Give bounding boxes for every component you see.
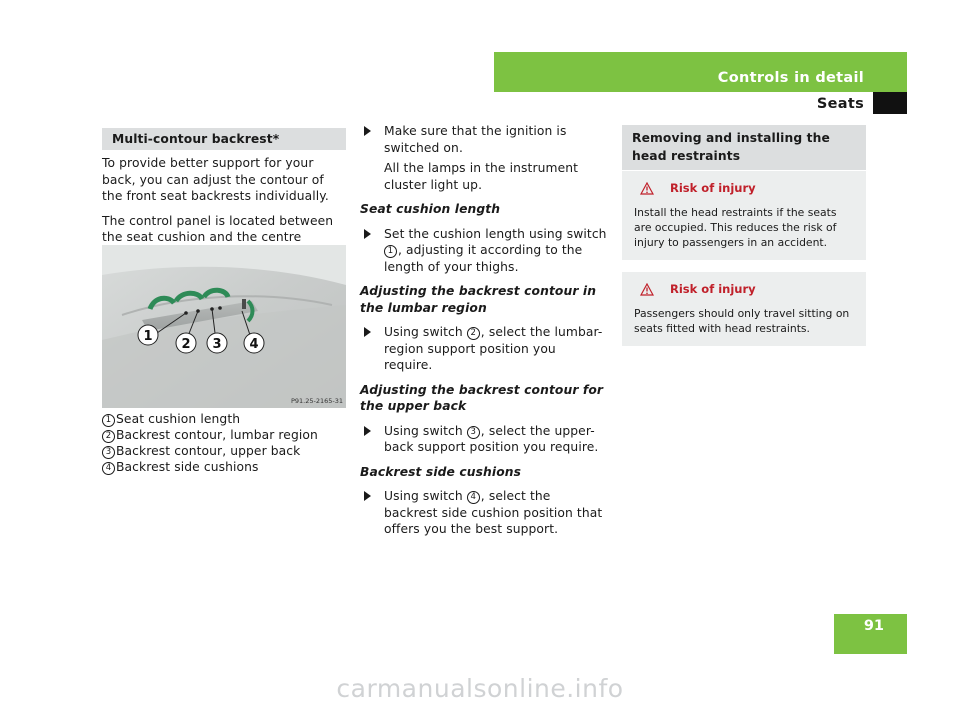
left-section-heading: Multi-contour backrest* bbox=[102, 128, 346, 150]
svg-text:1: 1 bbox=[143, 329, 153, 344]
subsection-title: Seats bbox=[816, 96, 864, 112]
bullet-arrow-icon bbox=[364, 126, 371, 136]
warning-text: Passengers should only travel sitting on seats fitted with head restraints. bbox=[634, 307, 850, 335]
right-section-heading: Removing and installing the head restraints bbox=[622, 125, 866, 170]
warning-title: Risk of injury bbox=[670, 181, 756, 195]
step-ignition-note: All the lamps in the instrument cluster light up. bbox=[384, 161, 579, 192]
heading-upper-back: Adjusting the backrest contour for the upper back bbox=[360, 382, 604, 413]
section-tab-marker bbox=[873, 92, 907, 114]
svg-text:3: 3 bbox=[212, 337, 222, 352]
photo-legend bbox=[102, 411, 346, 475]
legend-item: 1 Seat cushion length bbox=[102, 411, 346, 427]
svg-text:4: 4 bbox=[249, 337, 259, 352]
intro-paragraph: To provide better support for your back, you can adjust the contour of the front seat backrests individually. bbox=[102, 156, 329, 203]
middle-column bbox=[360, 123, 608, 546]
step-upper-back: Using switch 3 , select the upper-back support position you require. bbox=[360, 423, 608, 456]
bullet-arrow-icon bbox=[364, 229, 371, 239]
warning-box-2 bbox=[622, 272, 866, 346]
heading-side-cushions: Backrest side cushions bbox=[360, 464, 522, 479]
location-paragraph: The control panel is located between the seat cushion and the centre bbox=[102, 213, 334, 244]
section-title: Controls in detail bbox=[717, 70, 864, 86]
bullet-arrow-icon bbox=[364, 426, 371, 436]
image-code: P91.25-2165-31 bbox=[290, 397, 343, 405]
callout-2 bbox=[176, 333, 196, 353]
step-side-cushions: Using switch 4 , select the backrest side cushion position that offers you the best support. bbox=[360, 488, 608, 538]
callout-4 bbox=[244, 333, 264, 353]
heading-cushion-length: Seat cushion length bbox=[360, 202, 501, 216]
bullet-arrow-icon bbox=[364, 327, 371, 337]
warning-triangle-icon bbox=[640, 283, 654, 296]
heading-lumbar: Adjusting the backrest contour in the lumbar region bbox=[360, 284, 597, 315]
legend-item: 3 Backrest contour, upper back bbox=[102, 443, 346, 459]
step-ignition: Make sure that the ignition is switched on. bbox=[360, 123, 608, 156]
warning-text: Install the head restraints if the seats are occupied. This reduces the risk of injury to passengers in an accident. bbox=[634, 206, 837, 249]
control-panel-photo bbox=[102, 245, 346, 408]
warning-triangle-icon bbox=[640, 182, 654, 195]
svg-text:2: 2 bbox=[181, 337, 191, 352]
legend-item: 2 Backrest contour, lumbar region bbox=[102, 427, 346, 443]
bullet-arrow-icon bbox=[364, 491, 371, 501]
callout-3 bbox=[207, 333, 227, 353]
right-column bbox=[622, 125, 866, 170]
page-number: 91 bbox=[863, 618, 884, 634]
warning-box-1 bbox=[622, 171, 866, 260]
step-lumbar: Using switch 2 , select the lumbar-region support position you require. bbox=[360, 324, 608, 374]
step-cushion-length: Set the cushion length using switch 1 , adjusting it according to the length of your thighs. bbox=[360, 226, 608, 276]
warning-title: Risk of injury bbox=[670, 282, 756, 296]
watermark: carmanualsonline.info bbox=[336, 674, 624, 703]
legend-item: 4 Backrest side cushions bbox=[102, 459, 346, 475]
callout-1 bbox=[138, 325, 158, 345]
